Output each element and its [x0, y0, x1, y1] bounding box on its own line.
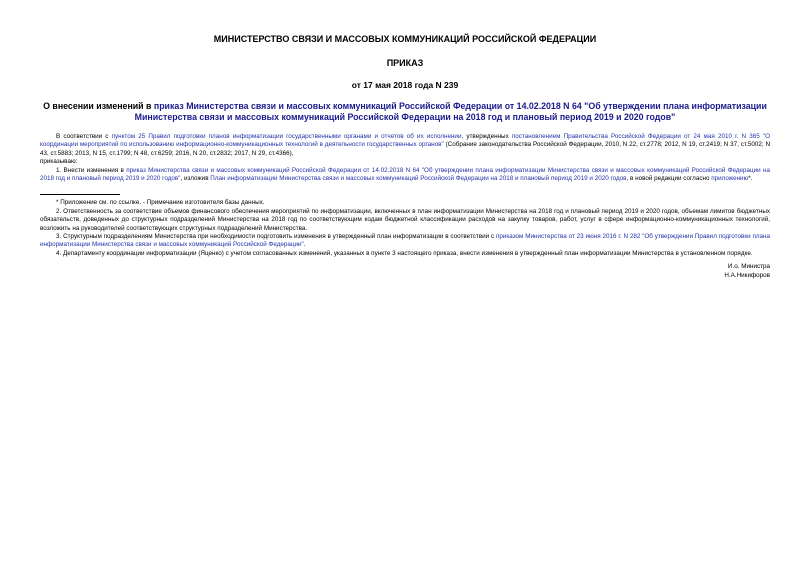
item-1-text-1: 1. Внести изменения в [56, 166, 127, 174]
item-2: 2. Ответственность за соответствие объемов финансового обеспечения мероприятий по информатизации, включенных в план информатизации Министерства на 2018 год и плановый период 2019 и 2020 годов, объемам лимитов бюджетных обязательств, доведенных до структурных подразделений Министерства на 2018 год по соответствующим кодам бюджетной классификации расходов на закупку товаров, работ, услуг в сфере информационно-коммуникационных технологий, возложить на руководителей соответствующих структурных подразделений Министерства. [40, 207, 770, 232]
item-1-link-order[interactable]: приказ Министерства связи и массовых коммуникаций Российской Федерации от 14.02.2018 N 64 "Об утверждении плана информатизации Министерства связи и массовых коммуникаций Российской Федерации на 2018 год и плановый период 2019 и 2020 годов" [40, 166, 770, 183]
item-1-text-2: , изложив [180, 175, 211, 183]
signature-position: И.о. Министра [727, 263, 770, 271]
item-1 [40, 167, 770, 184]
item-3-link-order[interactable]: приказом Министерства от 23 июня 2016 г. N 282 "Об утверждении Правил подготовки плана информатизации Министерства связи и массовых коммуникаций Российской Федерации" [40, 233, 771, 249]
item-4: 4. Департаменту координации информатизации (Яценко) с учетом согласованных изменений, указанных в пункте 3 настоящего приказа, внести изменения в утвержденный план информатизации Министерства в установленном порядке. [56, 249, 753, 257]
preamble-text-3: (Собрание законодательства Российской Федерации, 2010, N 22, ст.2778; 2012, N 19, ст.2419; N 37, ст.5002; N 43, ст.5883; 2013, N 15, ст.1799; N 48, ст.6259; 2016, N 20, ст.2832; 2017, N 29, ст.4366), [40, 141, 770, 157]
item-1-link-appendix[interactable]: приложению [711, 175, 749, 183]
preamble-paragraph [40, 133, 770, 158]
item-3 [40, 233, 770, 250]
title-prefix: О внесении изменений в [43, 101, 154, 111]
ministry-heading: МИНИСТЕРСТВО СВЯЗИ И МАССОВЫХ КОММУНИКАЦИЙ РОССИЙСКОЙ ФЕДЕРАЦИИ [213, 34, 597, 44]
date-number: от 17 мая 2018 года N 239 [351, 80, 459, 90]
preamble-link-resolution[interactable]: постановлением Правительства Российской Федерации от 24 мая 2010 г. N 365 "О координации мероприятий по использованию информационно-коммуникационных технологий в деятельности государственных органов" [40, 133, 771, 149]
signature-name: Н.А.Никифоров [724, 272, 770, 280]
preamble-link-rules[interactable]: пунктом 25 Правил подготовки планов информатизации государственными органами и отчетов об их исполнении [111, 133, 462, 140]
footnote: * Приложение см. по ссылке. - Примечание изготовителя базы данных. [56, 199, 265, 207]
document-page [40, 34, 770, 280]
order-word: приказываю: [40, 158, 78, 166]
spacer [40, 183, 770, 191]
preamble-text-1: В соответствии с [56, 133, 112, 140]
footnote-divider [40, 194, 120, 195]
item-1-link-plan[interactable]: План информатизации Министерства связи и массовых коммуникаций Российской Федерации на 2018 и плановый период 2019 и 2020 годов [210, 175, 627, 183]
item-3-text-2: . [303, 241, 306, 249]
signature-block [40, 262, 770, 280]
item-1-text-3: , в новой редакции согласно [626, 175, 712, 183]
title-link[interactable]: приказ Министерства связи и массовых коммуникаций Российской Федерации от 14.02.2018 N 64 "Об утверждении плана информатизации Министерства связи и массовых коммуникаций Российской Федерации на 2018 год и плановый период 2019 и 2020 годов" [134, 101, 767, 122]
document-title [40, 101, 770, 123]
item-3-text-1: 3. Структурным подразделениям Министерства при необходимости подготовить изменения в утвержденный план информатизации в соответствии с [56, 233, 496, 241]
preamble-text-2: , утвержденных [461, 133, 512, 140]
doc-type-heading: ПРИКАЗ [386, 58, 424, 68]
item-1-text-4: *. [748, 175, 753, 183]
